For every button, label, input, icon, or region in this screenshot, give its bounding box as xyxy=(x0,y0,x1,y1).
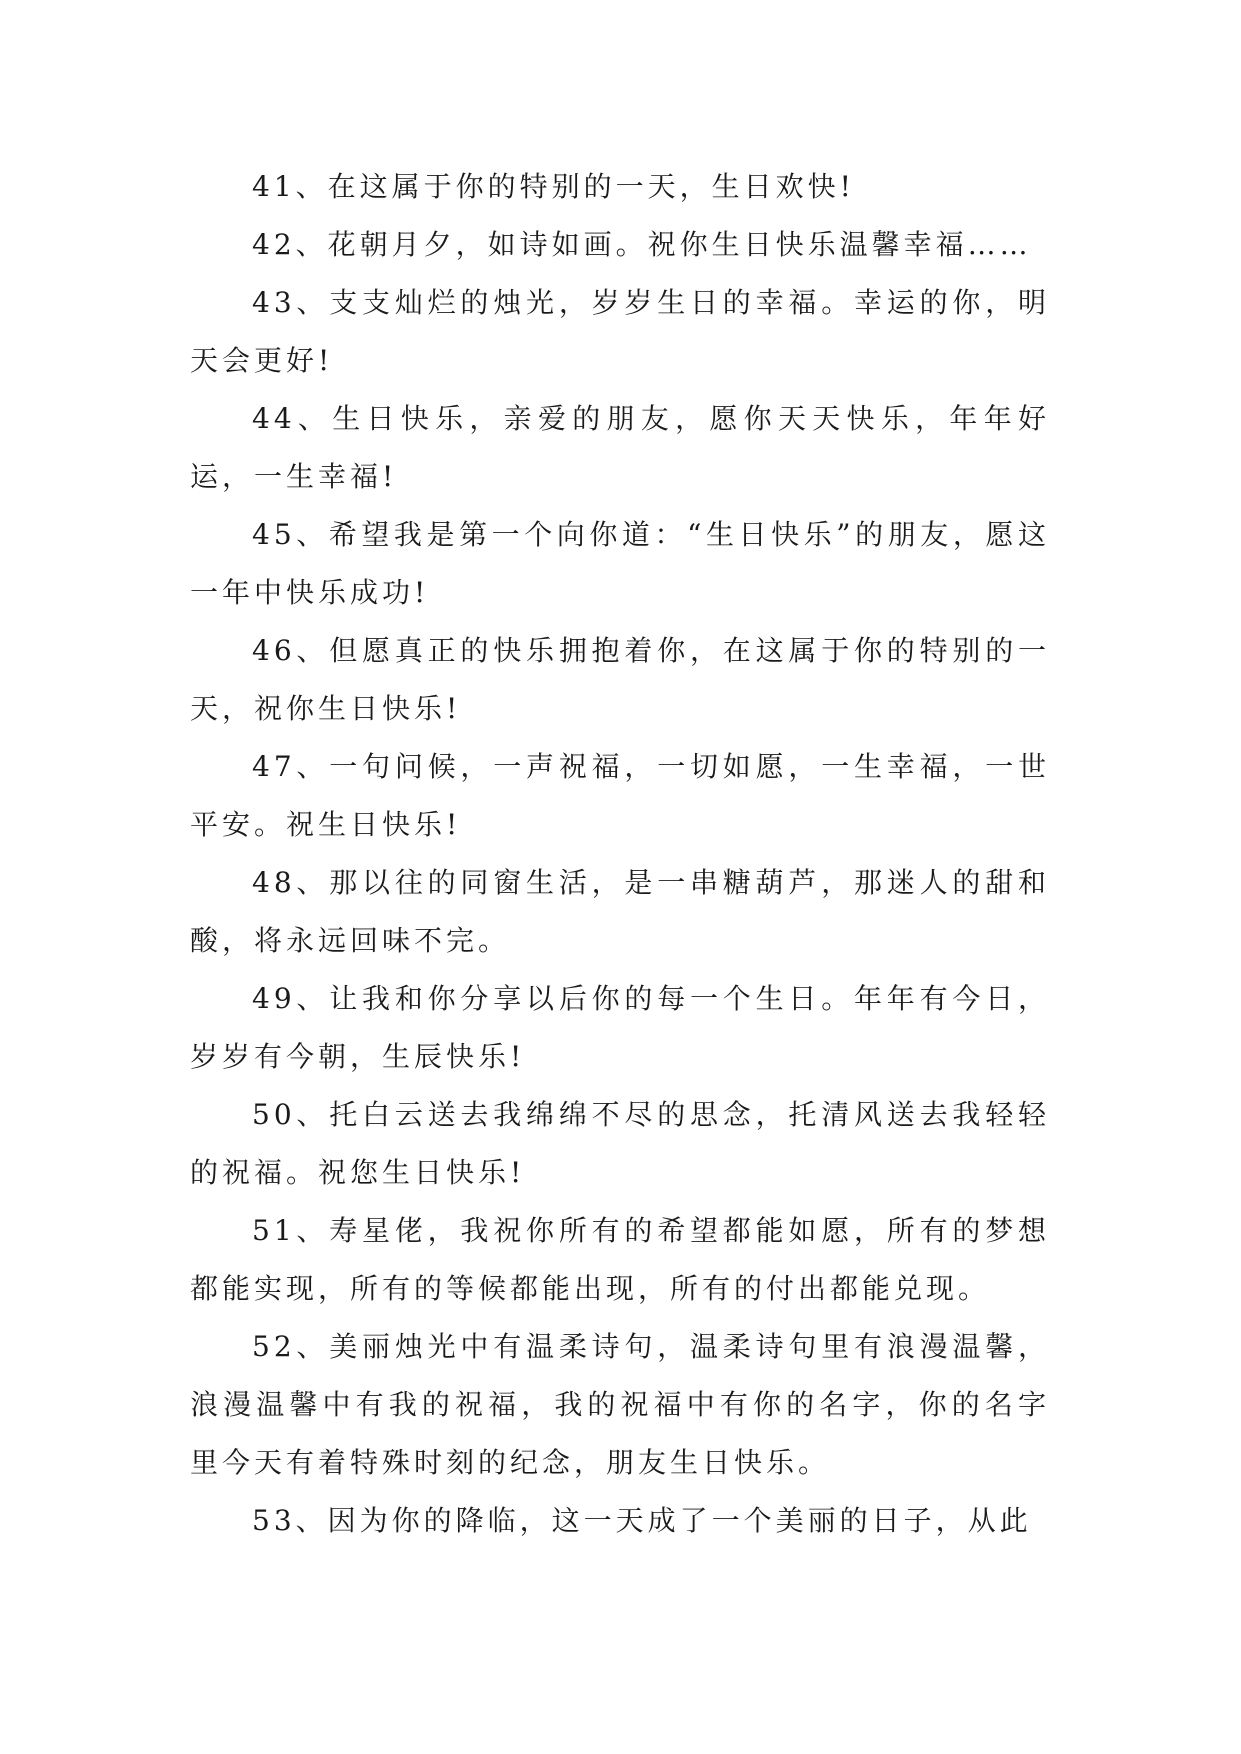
paragraph-42: 42、花朝月夕，如诗如画。祝你生日快乐温馨幸福…… xyxy=(252,228,1032,261)
paragraph-51: 51、寿星佬，我祝你所有的希望都能如愿，所有的梦想都能实现，所有的等候都能出现，所有的付出都能兑现。 xyxy=(190,1214,1050,1305)
paragraph-50: 50、托白云送去我绵绵不尽的思念，托清风送去我轻轻的祝福。祝您生日快乐! xyxy=(190,1098,1050,1189)
paragraph-53: 53、因为你的降临，这一天成了一个美丽的日子，从此 xyxy=(252,1504,1032,1537)
paragraph-52: 52、美丽烛光中有温柔诗句，温柔诗句里有浪漫温馨，浪漫温馨中有我的祝福，我的祝福中有你的名字，你的名字里今天有着特殊时刻的纪念，朋友生日快乐。 xyxy=(190,1330,1050,1479)
paragraph-49: 49、让我和你分享以后你的每一个生日。年年有今日，岁岁有今朝，生辰快乐! xyxy=(190,982,1050,1073)
paragraph-44: 44、生日快乐，亲爱的朋友，愿你天天快乐，年年好运，一生幸福! xyxy=(190,402,1050,493)
paragraph-41: 41、在这属于你的特别的一天，生日欢快! xyxy=(252,170,855,203)
paragraph-47: 47、一句问候，一声祝福，一切如愿，一生幸福，一世平安。祝生日快乐! xyxy=(190,750,1050,841)
paragraph-46: 46、但愿真正的快乐拥抱着你，在这属于你的特别的一天，祝你生日快乐! xyxy=(190,634,1050,725)
paragraph-43: 43、支支灿烂的烛光，岁岁生日的幸福。幸运的你，明天会更好! xyxy=(190,286,1050,377)
document-body xyxy=(190,158,1050,1550)
paragraph-48: 48、那以往的同窗生活，是一串糖葫芦，那迷人的甜和酸，将永远回味不完。 xyxy=(190,866,1050,957)
paragraph-45: 45、希望我是第一个向你道：“生日快乐”的朋友，愿这一年中快乐成功! xyxy=(190,518,1050,609)
